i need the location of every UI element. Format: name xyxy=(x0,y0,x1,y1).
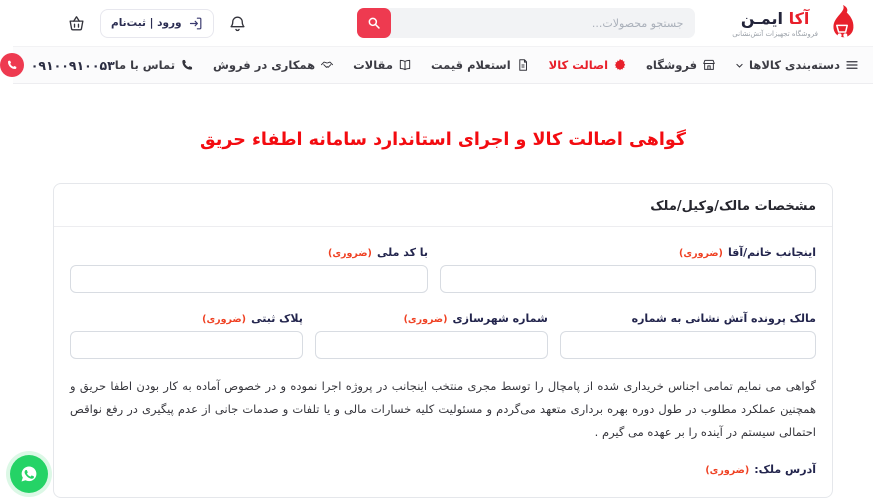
notifications-button[interactable] xyxy=(225,10,251,36)
phone-icon xyxy=(180,58,194,72)
national-code-input[interactable] xyxy=(70,265,428,293)
applicant-name-label: اینجانب خانم/آقا (ضروری) xyxy=(679,246,816,259)
registration-plate-input[interactable] xyxy=(70,331,303,359)
search-bar xyxy=(357,8,695,38)
urban-planning-number-field xyxy=(315,307,548,359)
nav-menu xyxy=(115,58,859,72)
authenticity-seal-icon xyxy=(613,58,627,72)
declaration-text: گواهی می نمایم تمامی اجناس خریداری شده از پامچال را توسط مجری منتخب اینجانب در پروژه اجرا نموده و در خصوص آماده به کار بودن اطفا حریق و همچنین عملکرد مطلوب در طول دوره بهره برداری متعهد می‌گردم و مسئولیت کلیه خسارات مالی و یا تلفات و صدمات جانی از عدم پیگیری در رفع نواقص احتمالی سیستم در آینده را بر عهده می گیرم . xyxy=(70,379,816,439)
search-icon xyxy=(367,16,381,30)
whatsapp-button[interactable] xyxy=(10,455,48,493)
store-icon xyxy=(702,58,716,72)
applicant-name-field xyxy=(440,241,816,293)
header xyxy=(13,0,873,46)
main-content xyxy=(13,130,873,498)
search-button[interactable] xyxy=(357,8,391,38)
login-register-label: ورود | ثبت‌نام xyxy=(111,17,182,29)
book-icon xyxy=(398,58,412,72)
nav-item-shop[interactable]: فروشگاه xyxy=(646,58,716,72)
page-title: گواهی اصالت کالا و اجرای استاندارد سامانه اطفاء حریق xyxy=(200,130,686,150)
hamburger-icon xyxy=(845,58,859,72)
login-icon xyxy=(188,16,203,31)
form-row-1 xyxy=(70,241,816,293)
nav-item-contact-us[interactable]: تماس با ما xyxy=(115,58,194,72)
nav-item-sales-cooperation[interactable]: همکاری در فروش xyxy=(213,58,334,72)
fire-file-number-input[interactable] xyxy=(560,331,816,359)
bell-icon xyxy=(228,14,247,33)
applicant-name-input[interactable] xyxy=(440,265,816,293)
phone-number: ۰۹۱۰۰۹۱۰۰۵۳ xyxy=(30,57,115,73)
registration-plate-field xyxy=(70,307,303,359)
nav-item-price-inquiry[interactable]: استعلام قیمت xyxy=(431,58,530,72)
chevron-down-icon xyxy=(735,61,744,70)
form-section-title: مشخصات مالک/وکیل/ملک xyxy=(650,199,816,214)
national-code-field xyxy=(70,241,428,293)
urban-planning-number-label: شماره شهرسازی (ضروری) xyxy=(403,312,548,325)
fire-file-number-label: مالک پرونده آتش نشانی به شماره xyxy=(631,312,816,325)
whatsapp-icon xyxy=(17,462,41,486)
logo[interactable] xyxy=(732,4,859,42)
property-address-label: آدرس ملک: (ضروری) xyxy=(705,463,816,476)
divider xyxy=(54,226,832,227)
search-input[interactable] xyxy=(391,17,695,30)
nav-item-authenticity[interactable]: اصالت کالا xyxy=(549,58,627,72)
categories-menu[interactable] xyxy=(735,58,859,72)
login-register-button[interactable] xyxy=(100,9,214,38)
basket-icon xyxy=(67,14,86,33)
cart-button[interactable] xyxy=(63,10,89,36)
fire-file-number-field xyxy=(560,307,816,359)
national-code-label: با کد ملی (ضروری) xyxy=(328,246,429,259)
flame-cart-logo-icon xyxy=(825,4,859,42)
phone-contact[interactable] xyxy=(0,53,115,77)
registration-plate-label: پلاک ثبتی (ضروری) xyxy=(202,312,303,325)
navbar xyxy=(13,46,873,84)
document-icon xyxy=(516,58,530,72)
urban-planning-number-input[interactable] xyxy=(315,331,548,359)
form-card xyxy=(53,183,833,498)
nav-item-articles[interactable]: مقالات xyxy=(353,58,412,72)
categories-label: دسته‌بندی کالاها xyxy=(749,58,840,72)
logo-subtitle: فروشگاه تجهیزات آتش‌نشانی xyxy=(732,29,818,38)
handshake-icon xyxy=(320,58,334,72)
header-actions xyxy=(63,9,251,38)
logo-title: آکا ایمـن xyxy=(740,8,810,28)
form-row-2 xyxy=(70,307,816,359)
phone-badge-icon xyxy=(0,53,24,77)
